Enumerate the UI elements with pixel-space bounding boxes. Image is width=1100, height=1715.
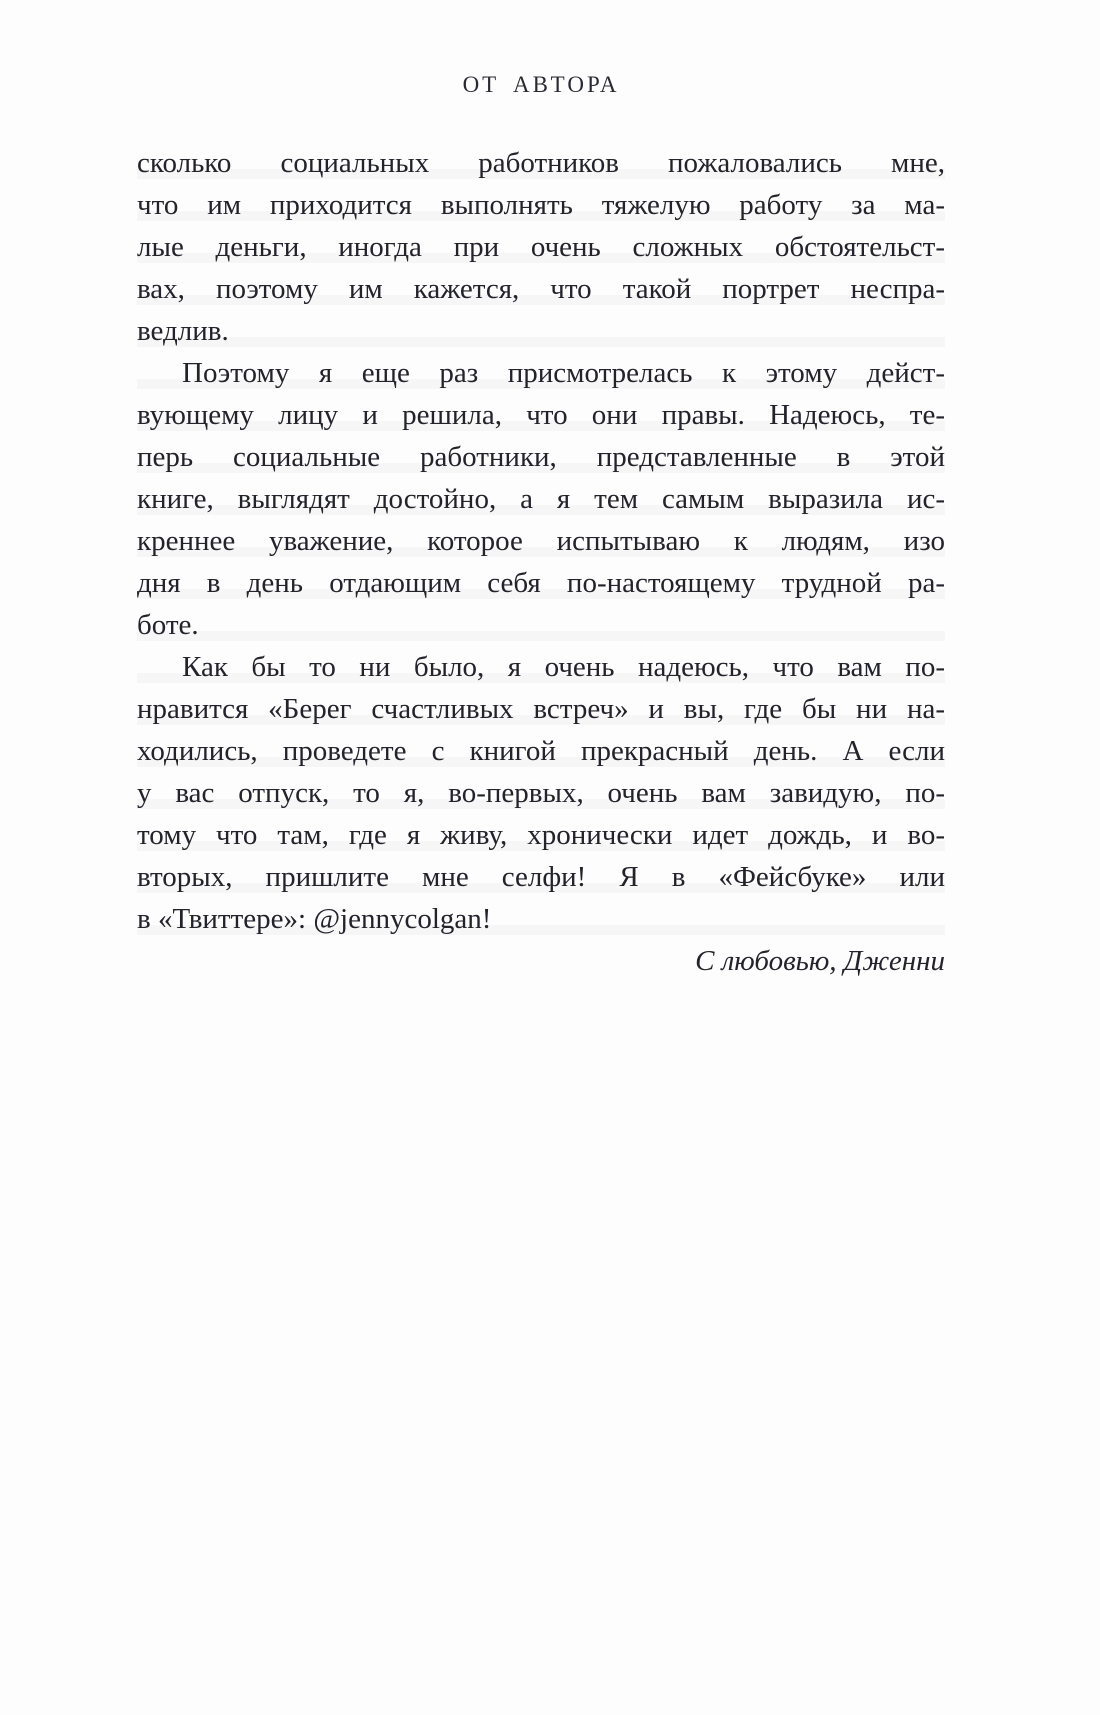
- text-line: ходились, проведете с книгой прекрасный день. А если: [137, 735, 945, 767]
- text-line: нравится «Берег счастливых встреч» и вы, где бы ни на-: [137, 693, 945, 725]
- text-line: что им приходится выполнять тяжелую работу за ма-: [137, 189, 945, 221]
- author-signature: С любовью, Дженни: [695, 945, 945, 977]
- text-line: вторых, пришлите мне селфи! Я в «Фейсбуке» или: [137, 861, 945, 893]
- text-line: тому что там, где я живу, хронически идет дождь, и во-: [137, 819, 945, 851]
- text-line: Как бы то ни было, я очень надеюсь, что вам по-: [182, 651, 945, 683]
- text-line: сколько социальных работников пожаловались мне,: [137, 147, 945, 179]
- text-line: Поэтому я еще раз присмотрелась к этому дейст-: [182, 357, 945, 389]
- text-line: книге, выглядят достойно, а я тем самым выразила ис-: [137, 483, 945, 515]
- text-line: вующему лицу и решила, что они правы. Надеюсь, те-: [137, 399, 945, 431]
- text-line: дня в день отдающим себя по-настоящему трудной ра-: [137, 567, 945, 599]
- text-line: в «Твиттере»: @jennycolgan!: [137, 903, 492, 935]
- text-line: у вас отпуск, то я, во-первых, очень вам завидую, по-: [137, 777, 945, 809]
- text-line: перь социальные работники, представленные в этой: [137, 441, 945, 473]
- text-line: креннее уважение, которое испытываю к людям, изо: [137, 525, 945, 557]
- text-line: ведлив.: [137, 315, 229, 347]
- text-line: лые деньги, иногда при очень сложных обстоятельст-: [137, 231, 945, 263]
- text-line: боте.: [137, 609, 199, 641]
- text-line: вах, поэтому им кажется, что такой портрет неспра-: [137, 273, 945, 305]
- body-text: [137, 142, 945, 940]
- chapter-heading: ОТ АВТОРА: [462, 72, 620, 97]
